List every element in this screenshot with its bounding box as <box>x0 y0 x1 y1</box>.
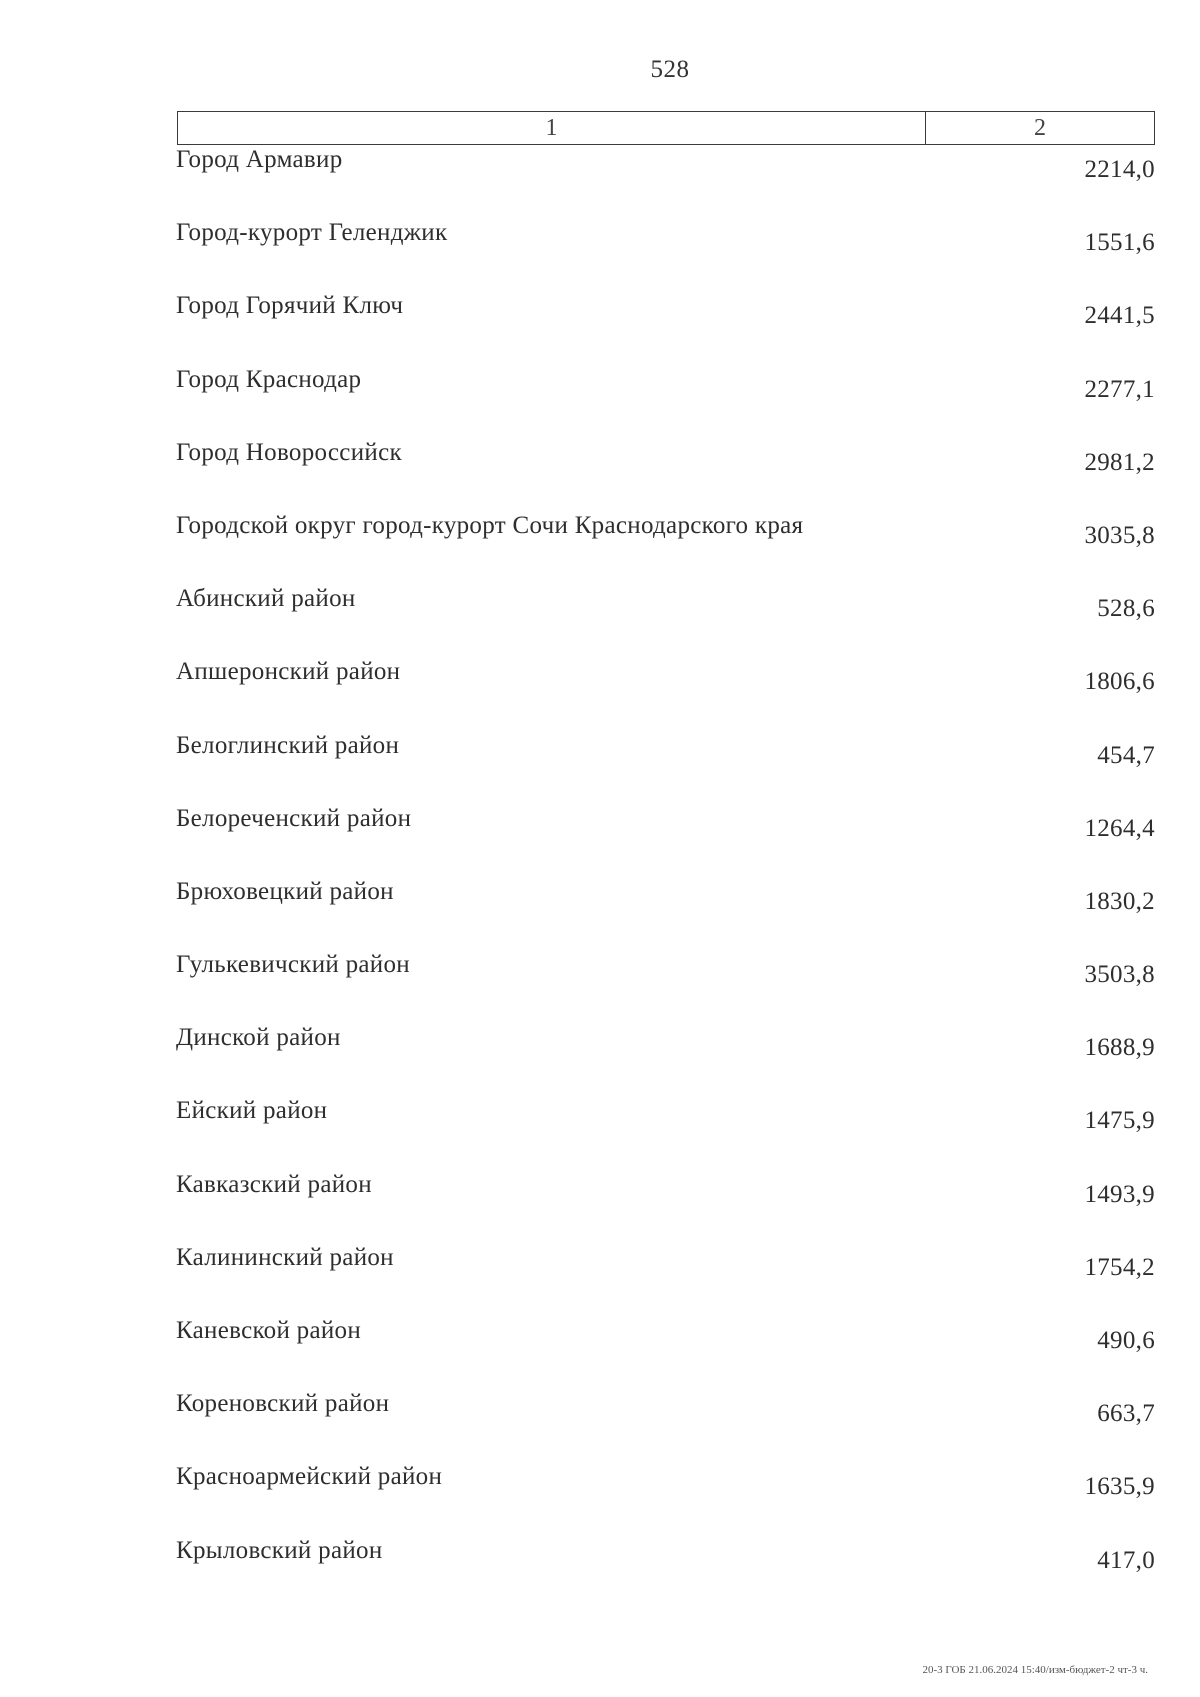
row-value: 1475,9 <box>1084 1107 1155 1135</box>
table-row <box>170 732 1155 805</box>
table-row <box>170 366 1155 439</box>
row-name: Город-курорт Геленджик <box>176 219 448 247</box>
row-name: Город Краснодар <box>176 365 362 393</box>
table-row <box>170 219 1155 292</box>
row-value: 1830,2 <box>1084 887 1155 915</box>
page-number: 528 <box>650 56 690 83</box>
row-name: Кавказский район <box>176 1170 372 1198</box>
row-value: 1551,6 <box>1084 229 1155 257</box>
row-value: 1264,4 <box>1084 814 1155 842</box>
table-row <box>170 146 1155 219</box>
table-row <box>170 1097 1155 1170</box>
table-header <box>177 111 1155 145</box>
table-row <box>170 1390 1155 1463</box>
row-value: 2214,0 <box>1084 156 1155 183</box>
row-value: 1493,9 <box>1084 1180 1155 1208</box>
row-name: Брюховецкий район <box>176 877 394 905</box>
row-value: 3035,8 <box>1084 521 1155 549</box>
table-row <box>170 585 1155 658</box>
table-header-col-1: 1 <box>178 112 926 144</box>
row-value: 1754,2 <box>1084 1253 1155 1281</box>
table-row <box>170 951 1155 1024</box>
table-row <box>170 1024 1155 1097</box>
row-name: Белоглинский район <box>176 731 400 759</box>
table-row <box>170 439 1155 512</box>
table-row <box>170 878 1155 951</box>
row-value: 454,7 <box>1097 741 1155 769</box>
row-name: Белореченский район <box>176 804 412 832</box>
row-value: 417,0 <box>1097 1546 1155 1574</box>
row-name: Ейский район <box>176 1097 328 1125</box>
document-footer-code: 20-3 ГОБ 21.06.2024 15:40/изм-бюджет-2 чт-3 ч. <box>922 1664 1148 1676</box>
row-value: 528,6 <box>1097 595 1155 623</box>
row-name: Калининский район <box>176 1243 394 1271</box>
table-row <box>170 1317 1155 1390</box>
row-value: 490,6 <box>1097 1327 1155 1354</box>
row-name: Красноармейский район <box>176 1463 443 1491</box>
table-row <box>170 1171 1155 1244</box>
row-name: Крыловский район <box>176 1536 383 1564</box>
table-row <box>170 512 1155 585</box>
row-value: 2277,1 <box>1084 375 1155 403</box>
table-body <box>170 146 1155 1610</box>
row-value: 663,7 <box>1097 1400 1155 1428</box>
row-value: 2981,2 <box>1084 448 1155 476</box>
row-name: Апшеронский район <box>176 658 401 686</box>
row-name: Городской округ город-курорт Сочи Краснодарского края <box>176 511 804 539</box>
row-name: Город Армавир <box>176 146 343 173</box>
row-name: Город Горячий Ключ <box>176 292 404 320</box>
row-value: 1635,9 <box>1084 1473 1155 1501</box>
table-header-col-2: 2 <box>1034 114 1046 141</box>
row-name: Абинский район <box>176 585 356 613</box>
row-name: Каневской район <box>176 1317 362 1344</box>
table-row <box>170 805 1155 878</box>
row-name: Кореновский район <box>176 1390 390 1418</box>
row-name: Гулькевичский район <box>176 951 410 979</box>
table-row <box>170 1537 1155 1610</box>
row-value: 3503,8 <box>1084 961 1155 989</box>
row-name: Город Новороссийск <box>176 438 402 466</box>
row-value: 2441,5 <box>1084 302 1155 330</box>
table-row <box>170 292 1155 365</box>
table-row <box>170 658 1155 731</box>
row-value: 1688,9 <box>1084 1034 1155 1062</box>
table-row <box>170 1244 1155 1317</box>
table-row <box>170 1463 1155 1536</box>
row-value: 1806,6 <box>1084 668 1155 696</box>
row-name: Динской район <box>176 1024 341 1052</box>
